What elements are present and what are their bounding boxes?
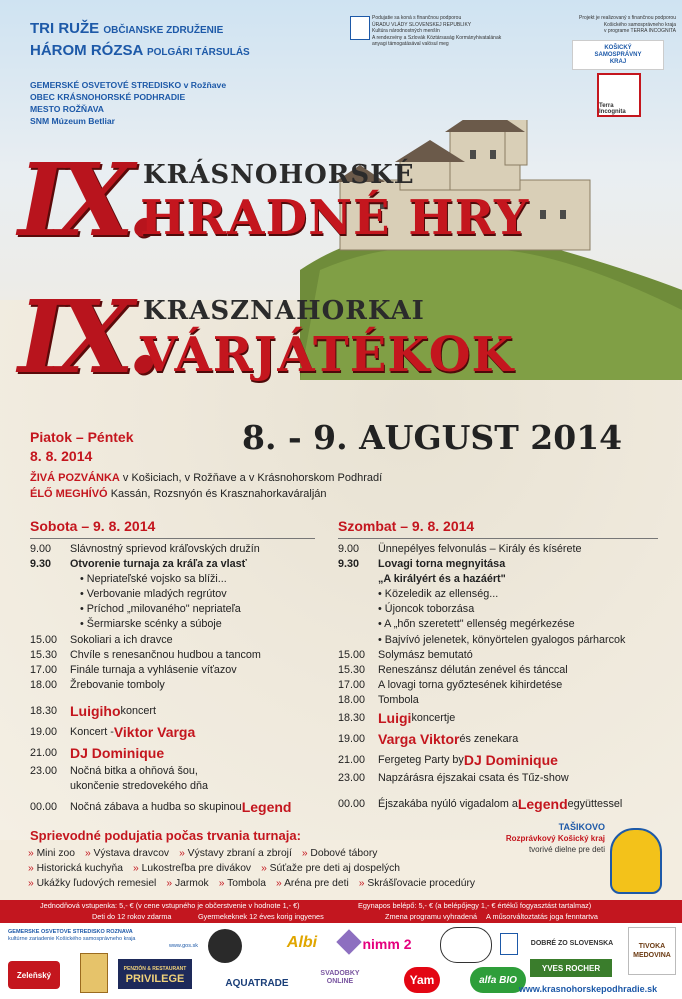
item: koncertje [411, 711, 456, 724]
terra-incognita-logo [597, 73, 641, 117]
dobre-zo-slovenska-logo [522, 933, 622, 953]
schedule-row [338, 617, 668, 632]
aquatrade-text: AQUATRADE [225, 977, 289, 989]
item: • Közeledik az ellenség... [378, 588, 499, 601]
schedule-row [338, 587, 668, 602]
time: 00.00 [30, 800, 58, 813]
item: Slávnostný sprievod kráľovských družín [70, 543, 260, 555]
friday-sk-label: ŽIVÁ POZVÁNKA [30, 472, 120, 484]
service-item: » Lukostreľba pre divákov [133, 863, 251, 874]
org2-name: HÁROM RÓZSA [30, 42, 143, 59]
tasikovo-line1: Rozprávkový Košický kraj [505, 834, 605, 843]
time: 9.00 [338, 543, 360, 555]
privilege-logo [118, 959, 192, 989]
title-hu-main: VÁRJÁTÉKOK [140, 327, 515, 383]
yves-text: YVES ROCHER [541, 963, 601, 973]
org1-type: OBČIANSKE ZDRUŽENIE [103, 25, 224, 36]
schedule-row [30, 572, 320, 587]
item: és zenekara [459, 732, 519, 745]
round-brand-logo-icon [208, 929, 242, 963]
time [30, 602, 70, 617]
item: Napzárásra éjszakai csata és Tűz-show [378, 772, 569, 785]
zeleny-logo [8, 961, 60, 989]
time: 17.00 [30, 663, 58, 676]
children-free-hu: Gyermekeknek 12 éves korig ingyenes [198, 912, 324, 921]
partner-item: OBEC KRÁSNOHORSKÉ PODHRADIE [30, 92, 186, 102]
schedule-row [338, 729, 668, 750]
schedule-row [30, 743, 320, 764]
item: Sokoliari a ich dravce [70, 633, 173, 646]
schedule-row [30, 617, 320, 632]
schedule-row [30, 648, 320, 663]
schedule-row [338, 663, 668, 678]
time: 17.00 [338, 678, 366, 691]
friday-sk-text: v Košiciach, v Rožňave a v Krásnohorskom Podhradí [122, 472, 383, 484]
time: 23.00 [30, 764, 58, 777]
region-note-line: v programe TERRA INCOGNITA [603, 28, 676, 34]
gos-sub: kultúrne zariadenie Košického samosprávneho kraja [8, 936, 136, 942]
service-item: » Súťaže pre deti aj dospelých [261, 863, 400, 874]
schedule-row [338, 750, 668, 771]
schedule-row [338, 771, 668, 786]
saturday-sk-heading: Sobota – 9. 8. 2014 [30, 518, 156, 534]
item: Éjszakába nyúló vigadalom a [378, 798, 518, 811]
time [338, 602, 378, 617]
time: 21.00 [30, 746, 58, 759]
item: Lovagi torna megnyitása [378, 558, 506, 571]
tasikovo-note [485, 822, 605, 855]
item: • Príchod „milovaného" nepriateľa [80, 603, 241, 616]
time: 21.00 [338, 753, 366, 766]
gov-note-line: ÚRADU VLÁDY SLOVENSKEJ REPUBLIKY [372, 21, 472, 28]
time [338, 617, 378, 632]
yves-rocher-logo [530, 959, 612, 977]
title-sk-main: HRADNÉ HRY [140, 190, 530, 246]
partner-item: SNM Múzeum Betliar [30, 116, 115, 126]
albi-logo [282, 929, 322, 957]
performer-name: Luigiho [70, 702, 121, 719]
item: • A „hőn szeretett" ellenség megérkezése [378, 618, 575, 631]
schedule-row [30, 587, 320, 602]
time [30, 572, 70, 587]
gos-name: GEMERSKÉ OSVETOVÉ STREDISKO ROŽŇAVA [8, 929, 133, 935]
item: Tombola [378, 693, 419, 706]
gov-note-line: A rendezvény a Szlovák Köztársaság Kormányhivatalának [372, 34, 502, 41]
partner-item: GEMERSKÉ OSVETOVÉ STREDISKO v Rožňave [30, 80, 227, 90]
svadobky-text: SVADOBKY ONLINE [320, 970, 360, 985]
slovak-coat-of-arms-icon [350, 16, 370, 40]
alfa-text: alfa BIO [479, 974, 517, 986]
time: 18.00 [30, 678, 58, 691]
time: 15.30 [338, 663, 366, 676]
time [30, 587, 70, 602]
diamond-icon [336, 929, 361, 954]
friday-date: 8. 8. 2014 [30, 448, 93, 464]
gov-note-line: Podujatie sa koná s finančnou podporou [372, 15, 462, 21]
org2-type: POLGÁRI TÁRSULÁS [146, 47, 250, 58]
org1-name: TRI RUŽE [30, 20, 100, 37]
performer-name: DJ Dominique [70, 744, 165, 761]
privilege-name: PRIVILEGE [125, 973, 185, 985]
time: 15.30 [30, 648, 58, 661]
roman-numeral-1: IX. [18, 141, 154, 259]
performer-name: DJ Dominique [463, 751, 558, 768]
region-support-note [556, 15, 676, 35]
event-date: 8. - 9. AUGUST 2014 [242, 418, 623, 457]
schedule-row [338, 794, 668, 815]
heraldic-logo-icon [80, 953, 108, 993]
time: 15.00 [338, 648, 366, 661]
performer-name: Legend [517, 796, 568, 813]
partner-item: MESTO ROŽŇAVA [30, 104, 105, 114]
time: 9.30 [30, 558, 52, 571]
website-link[interactable] [498, 981, 678, 997]
time: 23.00 [338, 772, 366, 785]
schedule-row [30, 797, 320, 818]
program-change-hu: A műsorváltoztatás joga fenntartva [486, 912, 598, 921]
ticket-info-band [0, 900, 682, 923]
kosice-region-logo [572, 40, 664, 70]
item: Otvorenie turnaja za kráľa za vlasť [70, 558, 247, 571]
saturday-hu-schedule [338, 542, 668, 815]
item: Žrebovanie tomboly [70, 678, 165, 691]
friday-sk-line [30, 472, 382, 484]
time: 19.00 [30, 725, 58, 738]
friday-hu-line [30, 488, 327, 500]
item: Ünnepélyes felvonulás – Király és kísérete [378, 543, 582, 555]
schedule-row [30, 557, 320, 572]
program-change-sk: Zmena programu vyhradená [385, 912, 478, 921]
time: 18.30 [30, 704, 58, 717]
nimm2-text: nimm 2 [362, 936, 412, 952]
privilege-sub: PENZIÓN & RESTAURANT [123, 966, 187, 972]
zeleny-text: Zeleňský [16, 970, 52, 980]
item: Koncert - [70, 725, 114, 738]
gos-logo [8, 929, 198, 953]
schedule-row [30, 764, 320, 794]
title-hu-sub: KRASZNAHORKAI [143, 296, 425, 326]
tivoka-logo [628, 927, 676, 975]
gov-note-line: Kultúra národnostných menšín [372, 28, 440, 34]
government-support-note [372, 15, 502, 48]
item: Nočná zábava a hudba so skupinou [70, 800, 242, 813]
item: Finále turnaja a vyhlásenie víťazov [70, 663, 237, 676]
time [338, 587, 378, 602]
schedule-row [30, 663, 320, 678]
time: 18.00 [338, 693, 366, 706]
time: 19.00 [338, 732, 366, 745]
schedule-row [30, 633, 320, 648]
org-harom-rozsa [30, 42, 250, 59]
region-note-line: Projekt je realizovaný s finančnou podporou [578, 15, 676, 21]
item: Fergeteg Party by [378, 753, 464, 766]
tasikovo-title: TAŠIKOVO [558, 822, 605, 832]
item: • Šermiarske scénky a súboje [80, 618, 222, 631]
services-row-1 [28, 846, 387, 861]
ticket-price-sk: Jednodňová vstupenka: 5,- € (v cene vstupného je občerstvenie v hodnote 1,- €) [40, 901, 300, 910]
time: 15.00 [30, 633, 58, 646]
schedule-row [338, 557, 668, 572]
saturday-hu-heading: Szombat – 9. 8. 2014 [338, 518, 475, 534]
sponsor-logos [0, 923, 682, 999]
service-item: » Dobové tábory [302, 848, 378, 859]
divider [30, 538, 315, 539]
friday-hu-label: ÉLŐ MEGHÍVÓ [30, 488, 108, 500]
schedule-row [338, 708, 668, 729]
terra-logo-text: Terra Incognita [599, 103, 626, 115]
svadobky-logo [310, 963, 370, 993]
schedule-row [338, 693, 668, 708]
nimm2-logo [362, 929, 412, 959]
services-row-3 [28, 876, 485, 891]
schedule-row [338, 542, 668, 557]
schedule-row [30, 602, 320, 617]
time: 9.00 [30, 543, 52, 555]
item: A lovagi torna győztesének kihirdetése [378, 678, 563, 691]
time [30, 617, 70, 632]
item: Reneszánsz délután zenével és tánccal [378, 663, 568, 676]
roman-numeral-2: IX. [18, 278, 154, 396]
service-item: » Historická kuchyňa [28, 863, 123, 874]
item: Nočná bitka a ohňová šou, ukončenie stredovekého dňa [70, 764, 209, 793]
region-note-line: Košického samosprávneho kraja [603, 21, 676, 28]
gos-url: www.gos.sk [168, 943, 198, 949]
schedule-row [338, 678, 668, 693]
gov-note-line: anyagi támogatásával valósul meg [372, 41, 449, 47]
kosice-logo-text: KOŠICKÝ SAMOSPRÁVNY KRAJ [594, 44, 642, 65]
partner-list [30, 79, 226, 127]
service-item: » Tombola [219, 878, 266, 889]
schedule-row [30, 542, 320, 557]
performer-name: Luigi [378, 709, 412, 726]
time [338, 572, 378, 587]
service-item: » Ukážky ľudových remesiel [28, 878, 156, 889]
time: 9.30 [338, 558, 360, 571]
service-item: » Mini zoo [28, 848, 75, 859]
albi-text: Albi [286, 934, 318, 951]
friday-hu-text: Kassán, Rozsnyón és Krasznahorkaváralján [110, 488, 327, 500]
dobre-text: DOBRÉ ZO SLOVENSKA [530, 939, 614, 947]
performer-name: Varga Viktor [378, 730, 460, 747]
service-item: » Skrášľovacie procedúry [359, 878, 475, 889]
title-sk-sub: KRÁSNOHORSKÉ [143, 160, 415, 190]
schedule-row [338, 633, 668, 648]
item: „A királyért és a hazáért" [378, 573, 506, 586]
schedule-row [338, 572, 668, 587]
time: 00.00 [338, 798, 366, 811]
divider [338, 538, 658, 539]
oval-brand-logo-icon [440, 927, 492, 963]
slovak-shield-icon [500, 933, 518, 955]
services-heading: Sprievodné podujatia počas trvania turnaja: [30, 828, 301, 843]
schedule-row [338, 648, 668, 663]
performer-name: Viktor Varga [113, 723, 196, 740]
aquatrade-logo [212, 973, 302, 993]
item: • Verbovanie mladých regrútov [80, 588, 227, 601]
item: Chvíle s renesančnou hudbou a tancom [70, 648, 261, 661]
service-item: » Výstavy zbraní a zbrojí [179, 848, 292, 859]
schedule-row [30, 678, 320, 693]
services-row-2 [28, 861, 410, 876]
performer-name: Legend [241, 798, 292, 815]
time: 18.30 [338, 711, 366, 724]
children-free-sk: Deti do 12 rokov zdarma [92, 912, 172, 921]
website-url[interactable]: www.krasnohorskepodhradie.sk [518, 984, 658, 994]
schedule-row [30, 701, 320, 722]
item: • Újoncok toborzása [378, 603, 475, 616]
service-item: » Jarmok [166, 878, 208, 889]
org-tri-ruze [30, 20, 223, 37]
schedule-row [30, 722, 320, 743]
schedule-row [338, 602, 668, 617]
item: koncert [120, 704, 156, 717]
item: • Nepriateľské vojsko sa blíži... [80, 573, 227, 586]
service-item: » Výstava dravcov [85, 848, 169, 859]
service-item: » Aréna pre deti [276, 878, 349, 889]
ticket-price-hu: Egynapos belépő: 5,- € (a belépőjegy 1,- € értékű fogyasztást tartalmaz) [358, 901, 592, 910]
tivoka-text: TIVOKA MEDOVINA [633, 943, 671, 959]
yam-text: Yam [409, 973, 435, 987]
item: • Bajvívó jelenetek, könyörtelen gyalogos párharcok [378, 633, 626, 646]
tasikovo-mascot-icon [610, 828, 662, 894]
saturday-sk-schedule [30, 542, 320, 818]
yam-logo [404, 967, 440, 993]
friday-heading: Piatok – Péntek [30, 429, 134, 445]
item: együttessel [567, 798, 623, 811]
tasikovo-line2: tvorivé dielne pre deti [528, 845, 605, 854]
item: Solymász bemutató [378, 648, 473, 661]
time [338, 633, 378, 648]
